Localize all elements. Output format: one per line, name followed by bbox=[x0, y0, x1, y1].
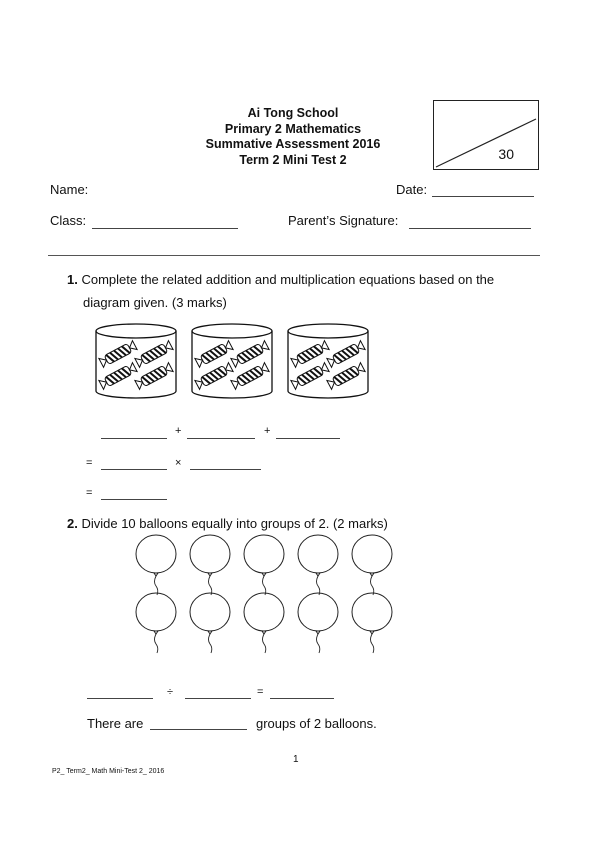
times-sign: × bbox=[175, 457, 182, 469]
balloon-icon bbox=[244, 535, 284, 595]
balloon-icon bbox=[244, 593, 284, 653]
addend-1-blank[interactable] bbox=[101, 438, 167, 439]
balloon-icon bbox=[352, 593, 392, 653]
page-number: 1 bbox=[293, 754, 299, 765]
groups-label: groups of 2 balloons. bbox=[256, 716, 377, 731]
divide-sign: ÷ bbox=[167, 686, 174, 698]
candy-icon bbox=[135, 341, 173, 368]
signature-label: Parent’s Signature: bbox=[288, 213, 399, 228]
dividend-blank[interactable] bbox=[87, 698, 153, 699]
candy-icon bbox=[291, 341, 329, 368]
equals-sign-3: = bbox=[257, 686, 264, 698]
header-block bbox=[150, 106, 436, 168]
class-label: Class: bbox=[50, 213, 87, 228]
there-are-label: There are bbox=[87, 716, 144, 731]
product-blank[interactable] bbox=[101, 499, 167, 500]
date-field[interactable] bbox=[432, 196, 534, 197]
score-diagonal-icon bbox=[434, 101, 538, 169]
candy-icon bbox=[231, 363, 269, 390]
date-label: Date: bbox=[396, 182, 428, 197]
plus-sign-2: + bbox=[264, 425, 271, 437]
quotient-blank[interactable] bbox=[270, 698, 334, 699]
balloon-icon bbox=[352, 535, 392, 595]
question-1-number: 1. bbox=[67, 272, 78, 287]
candy-icon bbox=[327, 363, 365, 390]
addend-3-blank[interactable] bbox=[276, 438, 340, 439]
test-title: Term 2 Mini Test 2 bbox=[239, 152, 347, 167]
balloon-icon bbox=[190, 593, 230, 653]
candy-can bbox=[192, 324, 272, 398]
score-box bbox=[433, 100, 539, 170]
balloon-icon bbox=[298, 535, 338, 595]
assessment-title: Summative Assessment 2016 bbox=[205, 137, 381, 151]
candy-icon bbox=[99, 363, 137, 390]
divisor-blank[interactable] bbox=[185, 698, 251, 699]
groups-count-blank[interactable] bbox=[150, 729, 247, 730]
candy-icon bbox=[195, 341, 233, 368]
school-name: Ai Tong School bbox=[247, 106, 339, 120]
candy-cans-diagram bbox=[92, 318, 382, 408]
balloon-icon bbox=[136, 535, 176, 595]
candy-icon bbox=[135, 363, 173, 390]
name-label: Name: bbox=[50, 182, 89, 197]
candy-icon bbox=[231, 341, 269, 368]
balloon-icon bbox=[298, 593, 338, 653]
candy-icon bbox=[291, 363, 329, 390]
balloons-diagram bbox=[130, 532, 400, 654]
equals-sign-1: = bbox=[86, 457, 93, 469]
class-field[interactable] bbox=[92, 228, 238, 229]
candy-icon bbox=[99, 341, 137, 368]
equals-sign-2: = bbox=[86, 487, 93, 499]
subject-title: Primary 2 Mathematics bbox=[224, 121, 362, 136]
addend-2-blank[interactable] bbox=[187, 438, 255, 439]
balloon-icon bbox=[190, 535, 230, 595]
question-1 bbox=[67, 268, 547, 314]
candy-can bbox=[96, 324, 176, 398]
factor-2-blank[interactable] bbox=[190, 469, 261, 470]
plus-sign-1: + bbox=[175, 425, 182, 437]
candy-icon bbox=[195, 363, 233, 390]
question-1-text-line1: Complete the related addition and multiplication equations based on the bbox=[81, 272, 495, 287]
candy-can bbox=[288, 324, 368, 398]
question-1-text-line2: diagram given. (3 marks) bbox=[83, 295, 227, 310]
balloon-icon bbox=[136, 593, 176, 653]
factor-1-blank[interactable] bbox=[101, 469, 167, 470]
section-divider bbox=[48, 255, 540, 256]
candy-icon bbox=[327, 341, 365, 368]
score-total: 30 bbox=[498, 146, 514, 162]
question-2-text: Divide 10 balloons equally into groups of 2. (2 marks) bbox=[81, 516, 388, 531]
footer-filename: P2_ Term2_ Math Mini-Test 2_ 2016 bbox=[52, 768, 165, 775]
question-2-number: 2. bbox=[67, 516, 78, 531]
signature-field[interactable] bbox=[409, 228, 531, 229]
